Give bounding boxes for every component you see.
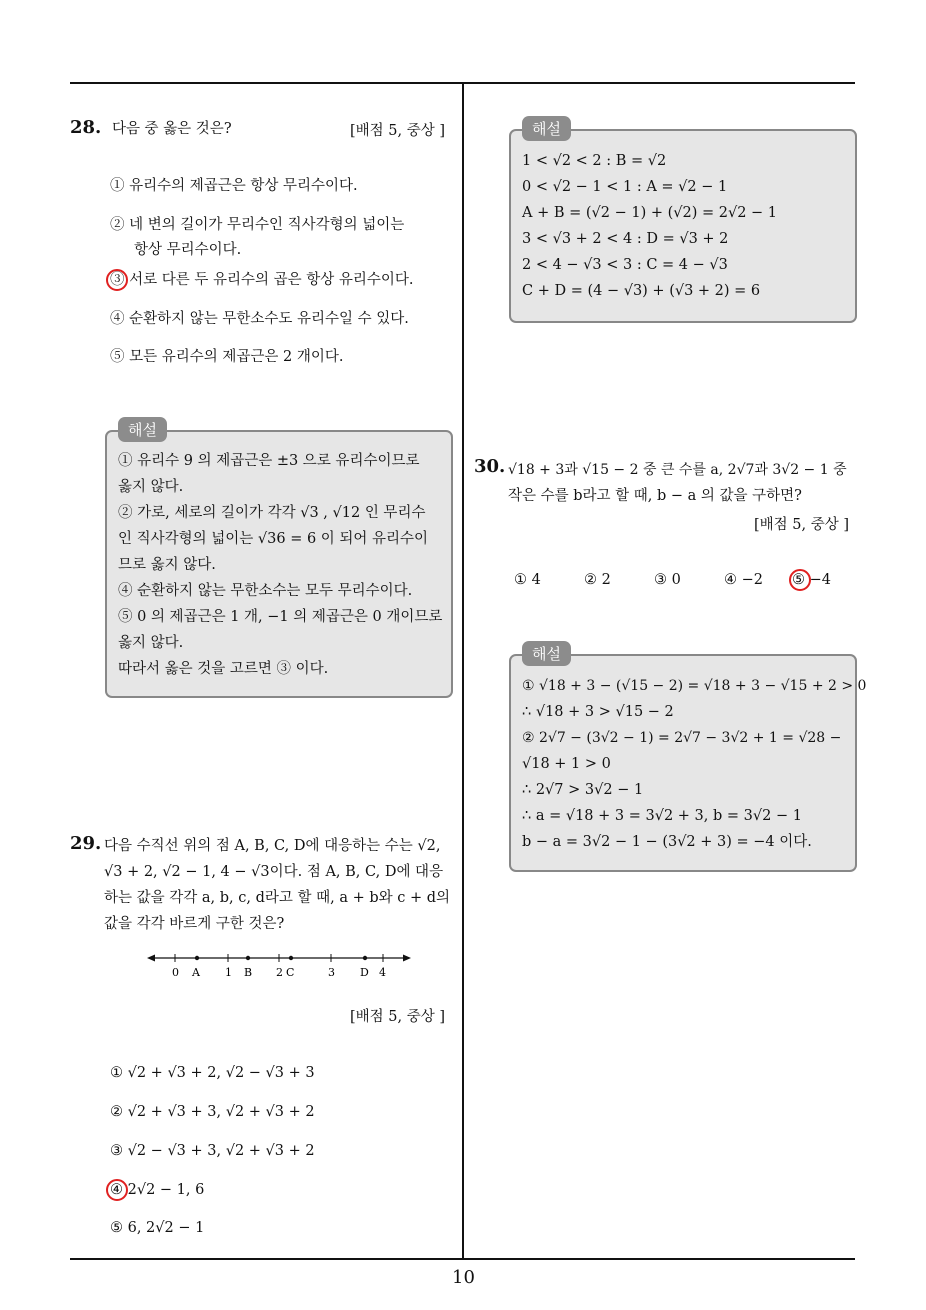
q29-question-line-4: 값을 각각 바르게 구한 것은? — [104, 916, 285, 932]
q29-question-line-3: 하는 값을 각각 a, b, c, d라고 할 때, a + b와 c + d의 — [104, 890, 451, 906]
nl-label-D: D — [360, 966, 369, 979]
q30-sol-line-1: ① √18 + 3 − (√15 − 2) = √18 + 3 − √15 + 2 > 0 — [522, 678, 867, 694]
nl-label-B: B — [244, 966, 253, 979]
nl-label-3: 3 — [328, 966, 335, 979]
q28-score: [배점 5, 중상 ] — [350, 123, 446, 139]
q29-sol-line-2: 0 < √2 − 1 < 1 : A = √2 − 1 — [522, 179, 728, 195]
q28-header — [70, 117, 232, 138]
q30-sol-line-2: ∴ √18 + 3 > √15 − 2 — [522, 704, 674, 720]
q30-sol-line-6: ∴ a = √18 + 3 = 3√2 + 3, b = 3√2 − 1 — [522, 808, 802, 824]
q29-option-2: ② √2 + √3 + 3, √2 + √3 + 2 — [110, 1104, 315, 1120]
q29-number: 29. — [70, 833, 102, 854]
q29-sol-line-4: 3 < √3 + 2 < 4 : D = √3 + 2 — [522, 231, 729, 247]
q30-solution-tag: 해설 — [522, 641, 571, 666]
nl-label-C: C — [286, 966, 295, 979]
q28-sol-line-4: 인 직사각형의 넓이는 √36 = 6 이 되어 유리수이 — [118, 531, 429, 547]
q30-option-5: ⑤ −4 — [792, 572, 831, 588]
q30-question-line-1: √18 + 3과 √15 − 2 중 큰 수를 a, 2√7과 3√2 − 1 중 — [508, 462, 847, 478]
q30-sol-line-7: b − a = 3√2 − 1 − (3√2 + 3) = −4 이다. — [522, 834, 812, 850]
column-divider — [462, 83, 464, 1258]
q30-sol-line-3: ② 2√7 − (3√2 − 1) = 2√7 − 3√2 + 1 = √28 − — [522, 730, 842, 746]
q28-sol-line-6: ④ 순환하지 않는 무한소수는 모두 무리수이다. — [118, 583, 413, 599]
q28-sol-line-1: ① 유리수 9 의 제곱근은 ±3 으로 유리수이므로 — [118, 453, 420, 469]
q29-header — [70, 833, 101, 854]
q28-number: 28. — [70, 117, 102, 138]
nl-label-4: 4 — [379, 966, 386, 979]
nl-label-A: A — [192, 966, 200, 979]
q28-sol-line-7: ⑤ 0 의 제곱근은 1 개, −1 의 제곱근은 0 개이므로 — [118, 609, 443, 625]
q30-header — [474, 456, 505, 477]
q30-sol-line-4: √18 + 1 > 0 — [522, 756, 611, 772]
q29-option-5: ⑤ 6, 2√2 − 1 — [110, 1220, 205, 1236]
q28-answer-circle — [106, 269, 128, 291]
bottom-rule — [70, 1258, 855, 1260]
q30-option-4: ④ −2 — [724, 572, 763, 588]
q30-sol-line-5: ∴ 2√7 > 3√2 − 1 — [522, 782, 644, 798]
q29-number-line — [145, 948, 415, 984]
q30-option-1: ① 4 — [514, 572, 541, 588]
q28-sol-line-5: 므로 옳지 않다. — [118, 557, 216, 573]
q30-number: 30. — [474, 456, 506, 477]
nl-label-0: 0 — [172, 966, 179, 979]
q28-option-3: ③ 서로 다른 두 유리수의 곱은 항상 유리수이다. — [110, 272, 414, 288]
q29-option-3: ③ √2 − √3 + 3, √2 + √3 + 2 — [110, 1143, 315, 1159]
q29-sol-line-5: 2 < 4 − √3 < 3 : C = 4 − √3 — [522, 257, 728, 273]
q29-answer-circle — [106, 1179, 128, 1201]
q28-sol-line-2: 옳지 않다. — [118, 479, 184, 495]
nl-label-2: 2 — [276, 966, 283, 979]
q29-sol-line-1: 1 < √2 < 2 : B = √2 — [522, 153, 667, 169]
q29-option-1: ① √2 + √3 + 2, √2 − √3 + 3 — [110, 1065, 315, 1081]
q30-option-2: ② 2 — [584, 572, 611, 588]
page-number: 10 — [452, 1267, 475, 1288]
q29-question-line-1: 다음 수직선 위의 점 A, B, C, D에 대응하는 수는 √2, — [104, 838, 441, 854]
q28-sol-line-8: 옳지 않다. — [118, 635, 184, 651]
q28-question: 다음 중 옳은 것은? — [111, 121, 232, 137]
q29-option-4: ④ 2√2 − 1, 6 — [110, 1182, 205, 1198]
q28-option-2: ② 네 변의 길이가 무리수인 직사각형의 넓이는 — [110, 217, 405, 233]
q28-sol-line-3: ② 가로, 세로의 길이가 각각 √3 , √12 인 무리수 — [118, 505, 426, 521]
nl-label-1: 1 — [225, 966, 232, 979]
q29-score: [배점 5, 중상 ] — [350, 1009, 446, 1025]
q30-score: [배점 5, 중상 ] — [754, 517, 850, 533]
q29-sol-line-3: A + B = (√2 − 1) + (√2) = 2√2 − 1 — [522, 205, 778, 221]
q28-option-4: ④ 순환하지 않는 무한소수도 유리수일 수 있다. — [110, 311, 409, 327]
q30-option-3: ③ 0 — [654, 572, 681, 588]
q30-answer-circle — [789, 569, 811, 591]
q28-sol-line-9: 따라서 옳은 것을 고르면 ③ 이다. — [118, 661, 329, 677]
q28-solution-tag: 해설 — [118, 417, 167, 442]
q29-solution-tag: 해설 — [522, 116, 571, 141]
q28-option-1: ① 유리수의 제곱근은 항상 무리수이다. — [110, 178, 358, 194]
q28-option-2-cont: 항상 무리수이다. — [134, 242, 242, 258]
q30-question-line-2: 작은 수를 b라고 할 때, b − a 의 값을 구하면? — [508, 488, 802, 504]
q28-option-5: ⑤ 모든 유리수의 제곱근은 2 개이다. — [110, 349, 344, 365]
q29-sol-line-6: C + D = (4 − √3) + (√3 + 2) = 6 — [522, 283, 761, 299]
q29-question-line-2: √3 + 2, √2 − 1, 4 − √3이다. 점 A, B, C, D에 대응 — [104, 864, 444, 880]
